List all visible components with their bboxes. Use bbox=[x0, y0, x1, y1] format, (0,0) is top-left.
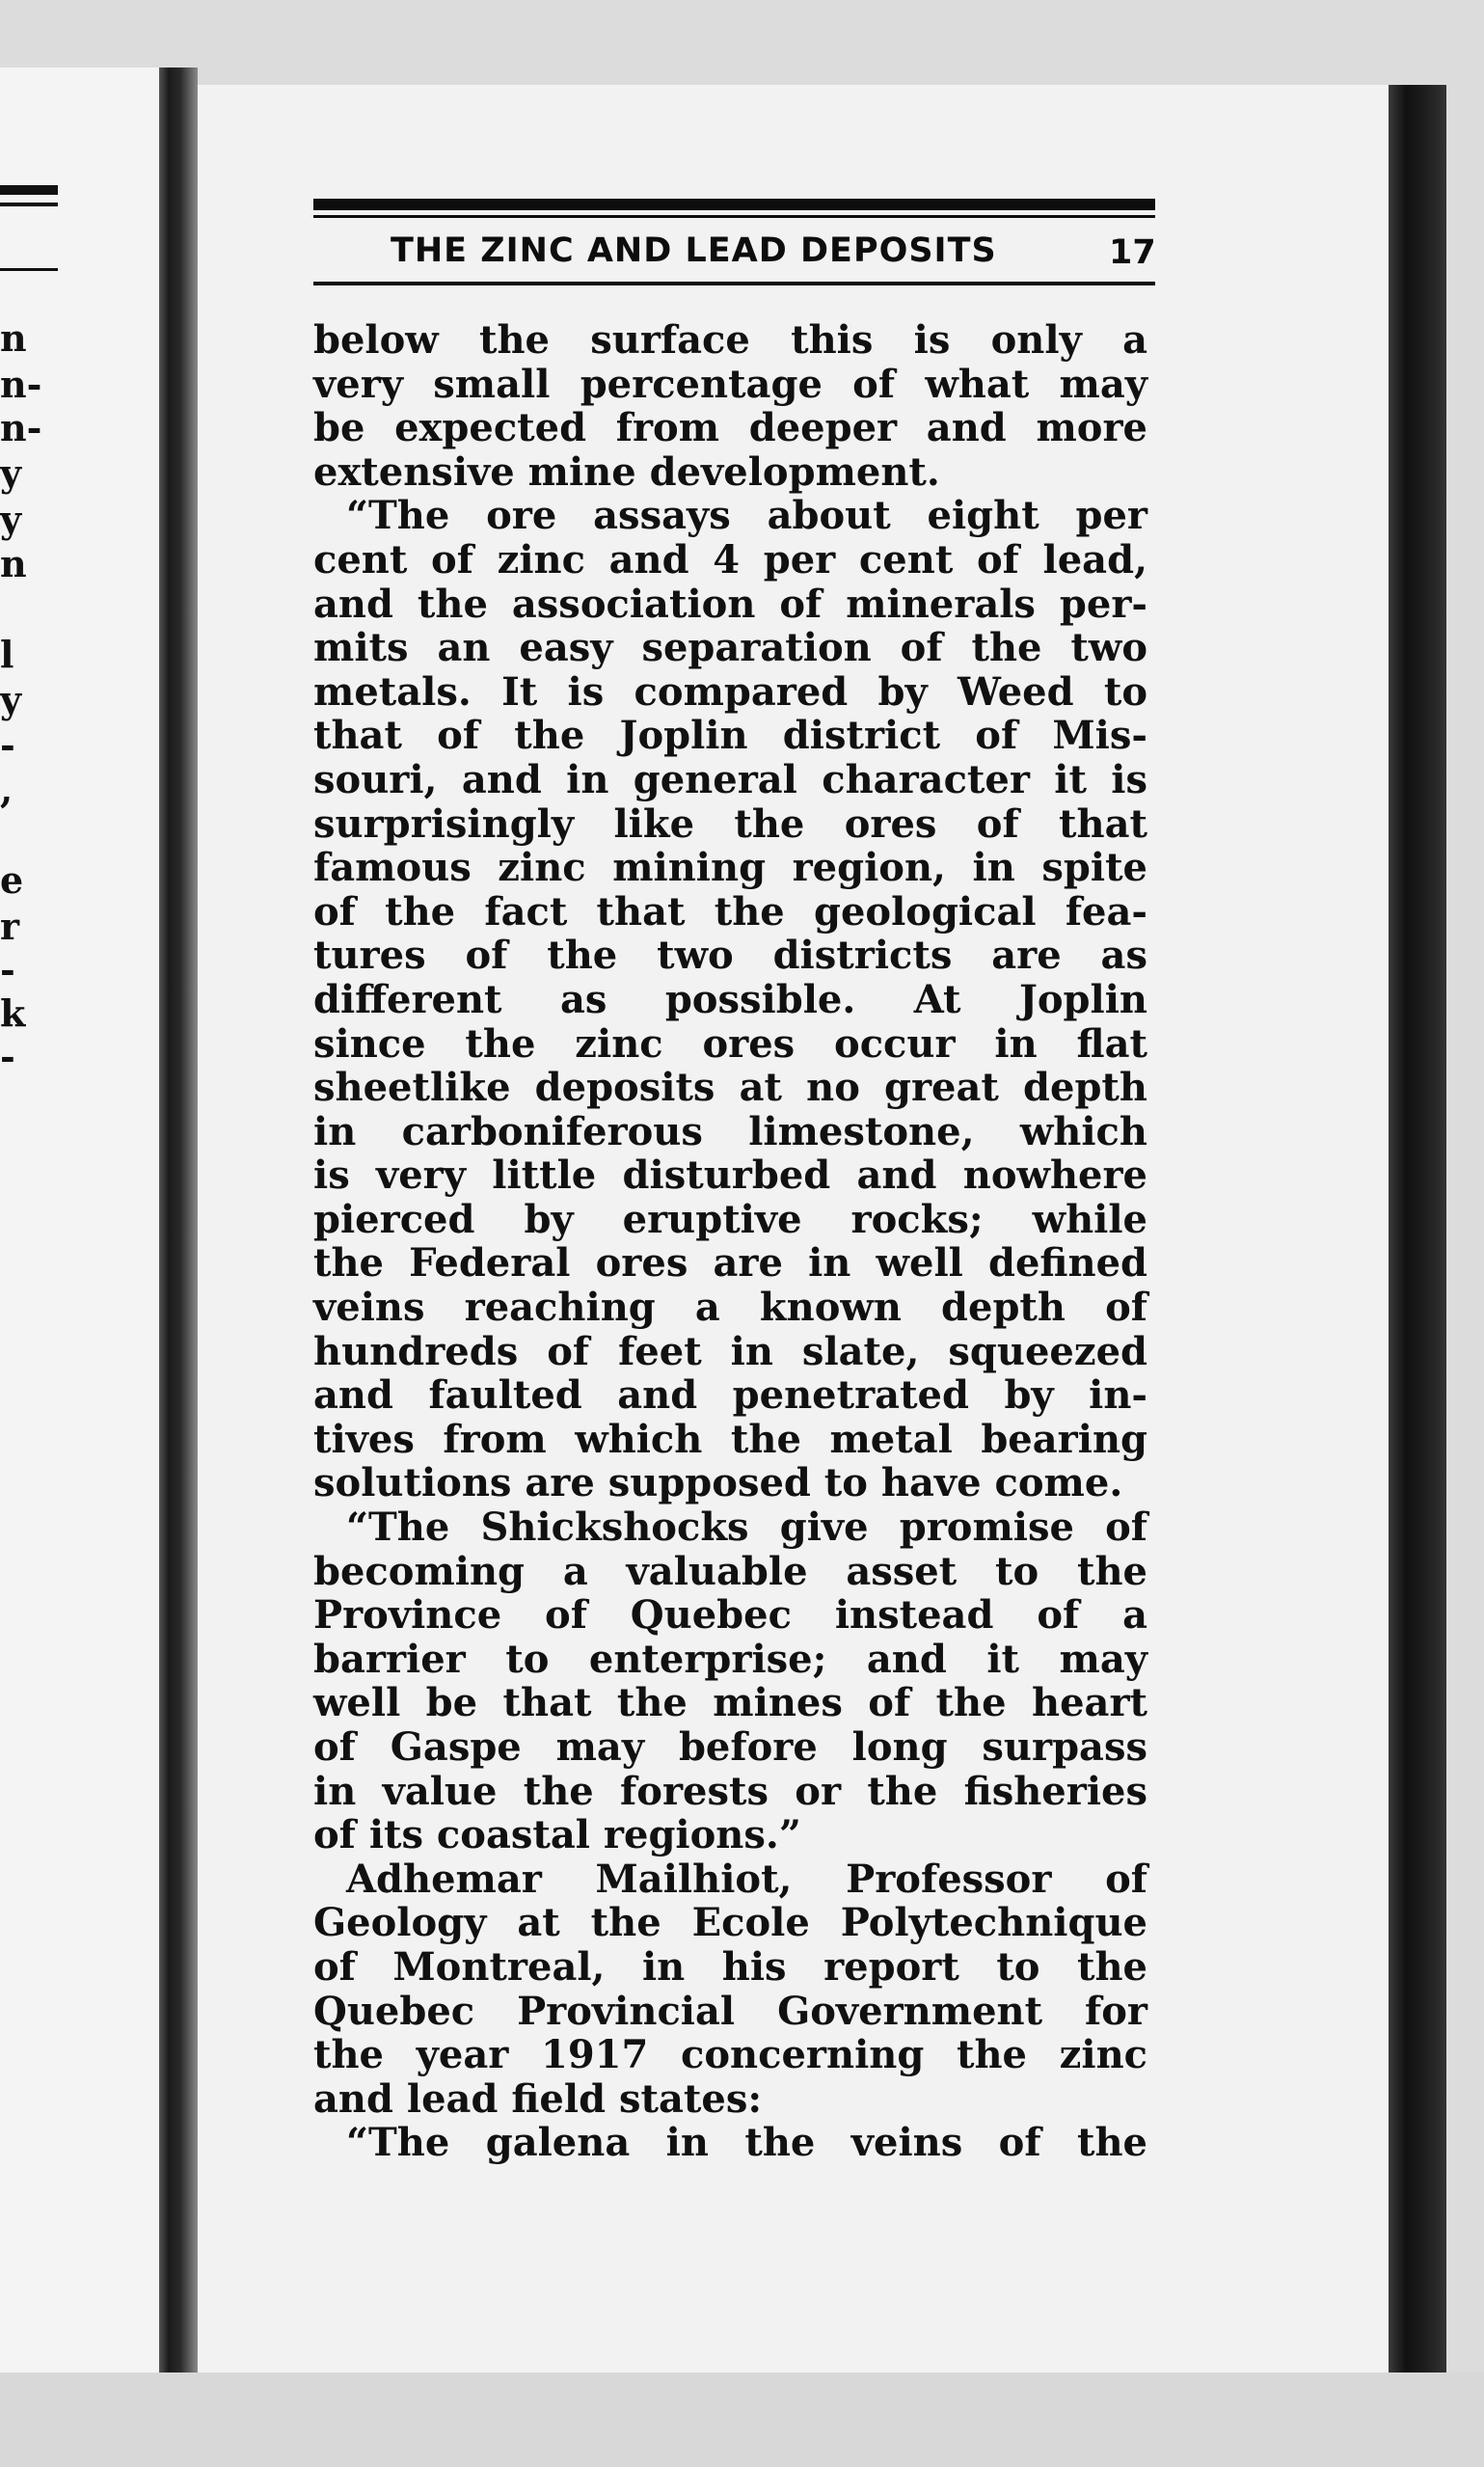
text-line: in value the forests or the fisheries bbox=[313, 1768, 1147, 1814]
left-page bbox=[0, 68, 164, 2372]
text-line: is very little disturbed and nowhere bbox=[313, 1152, 1147, 1199]
left-page-header-rule-thin bbox=[0, 203, 58, 206]
text-line: the year 1917 concerning the zinc bbox=[313, 2032, 1147, 2078]
text-line: of the fact that the geological fea- bbox=[313, 888, 1147, 935]
header-rule-thin bbox=[313, 215, 1155, 218]
text-line: different as possible. At Joplin bbox=[313, 976, 1147, 1022]
left-page-fragment: n bbox=[0, 542, 27, 585]
left-page-fragment: y bbox=[0, 451, 22, 495]
text-line: extensive mine development. bbox=[313, 448, 940, 495]
left-page-header-rule bbox=[0, 185, 58, 195]
text-line: pierced by eruptive rocks; while bbox=[313, 1196, 1147, 1242]
text-line: tures of the two districts are as bbox=[313, 933, 1147, 979]
text-line: since the zinc ores occur in flat bbox=[313, 1020, 1147, 1067]
running-header-title: THE ZINC AND LEAD DEPOSITS bbox=[391, 231, 997, 270]
left-page-fragment: y bbox=[0, 498, 22, 541]
left-page-fragment: , bbox=[0, 768, 13, 811]
left-page-fragment: n bbox=[0, 316, 27, 360]
text-line: the Federal ores are in well defined bbox=[313, 1240, 1147, 1287]
scan-background bbox=[0, 2372, 1484, 2467]
left-page-fragment: r bbox=[0, 905, 20, 948]
text-line: solutions are supposed to have come. bbox=[313, 1460, 1123, 1506]
text-line: “The ore assays about eight per bbox=[346, 493, 1147, 539]
text-line: of Montreal, in his report to the bbox=[313, 1943, 1147, 1990]
text-line: below the surface this is only a bbox=[313, 317, 1147, 363]
text-line: tives from which the metal bearing bbox=[313, 1416, 1147, 1462]
left-page-fragment: n- bbox=[0, 363, 42, 406]
text-line: Geology at the Ecole Polytechnique bbox=[313, 1900, 1147, 1946]
text-line: surprisingly like the ores of that bbox=[313, 800, 1147, 847]
left-page-fragment: - bbox=[0, 948, 15, 991]
text-line: Province of Quebec instead of a bbox=[313, 1592, 1147, 1639]
text-line: of its coastal regions.” bbox=[313, 1812, 801, 1858]
text-line: that of the Joplin district of Mis- bbox=[313, 713, 1147, 759]
left-page-fragment: l bbox=[0, 633, 14, 676]
header-rule-underline bbox=[313, 282, 1155, 285]
text-line: of Gaspe may before long surpass bbox=[313, 1724, 1147, 1770]
left-page-fragment: k bbox=[0, 991, 26, 1035]
text-line: veins reaching a known depth of bbox=[313, 1285, 1147, 1331]
text-line: sheetlike deposits at no great depth bbox=[313, 1065, 1147, 1111]
text-line: be expected from deeper and more bbox=[313, 405, 1147, 451]
text-line: “The Shickshocks give promise of bbox=[346, 1505, 1147, 1551]
text-line: and faulted and penetrated by in- bbox=[313, 1372, 1147, 1419]
text-line: famous zinc mining region, in spite bbox=[313, 845, 1147, 891]
text-line: in carboniferous limestone, which bbox=[313, 1108, 1147, 1154]
left-page-fragment: - bbox=[0, 723, 15, 767]
text-line: and the association of minerals per- bbox=[313, 581, 1147, 627]
text-line: metals. It is compared by Weed to bbox=[313, 668, 1147, 715]
text-line: Quebec Provincial Government for bbox=[313, 1988, 1147, 2034]
text-line: barrier to enterprise; and it may bbox=[313, 1636, 1147, 1682]
text-line: and lead field states: bbox=[313, 2075, 763, 2122]
body-text bbox=[313, 318, 1147, 2165]
text-line: cent of zinc and 4 per cent of lead, bbox=[313, 536, 1147, 583]
text-line: well be that the mines of the heart bbox=[313, 1680, 1147, 1726]
text-line: Adhemar Mailhiot, Professor of bbox=[346, 1856, 1147, 1902]
left-page-header-underline bbox=[0, 268, 58, 271]
text-line: hundreds of feet in slate, squeezed bbox=[313, 1328, 1147, 1374]
header-rule-thick bbox=[313, 199, 1155, 210]
text-line: very small percentage of what may bbox=[313, 361, 1147, 407]
page-edge-shadow bbox=[1389, 85, 1446, 2419]
book-gutter bbox=[159, 68, 198, 2372]
left-page-fragment: n- bbox=[0, 406, 42, 449]
left-page-fragment: - bbox=[0, 1035, 15, 1078]
left-page-fragment: e bbox=[0, 858, 24, 902]
text-line: “The galena in the veins of the bbox=[346, 2120, 1147, 2166]
text-line: becoming a valuable asset to the bbox=[313, 1548, 1147, 1594]
text-line: mits an easy separation of the two bbox=[313, 625, 1147, 671]
page-number: 17 bbox=[1109, 233, 1156, 272]
left-page-fragment: y bbox=[0, 678, 22, 721]
text-line: souri, and in general character it is bbox=[313, 756, 1147, 802]
